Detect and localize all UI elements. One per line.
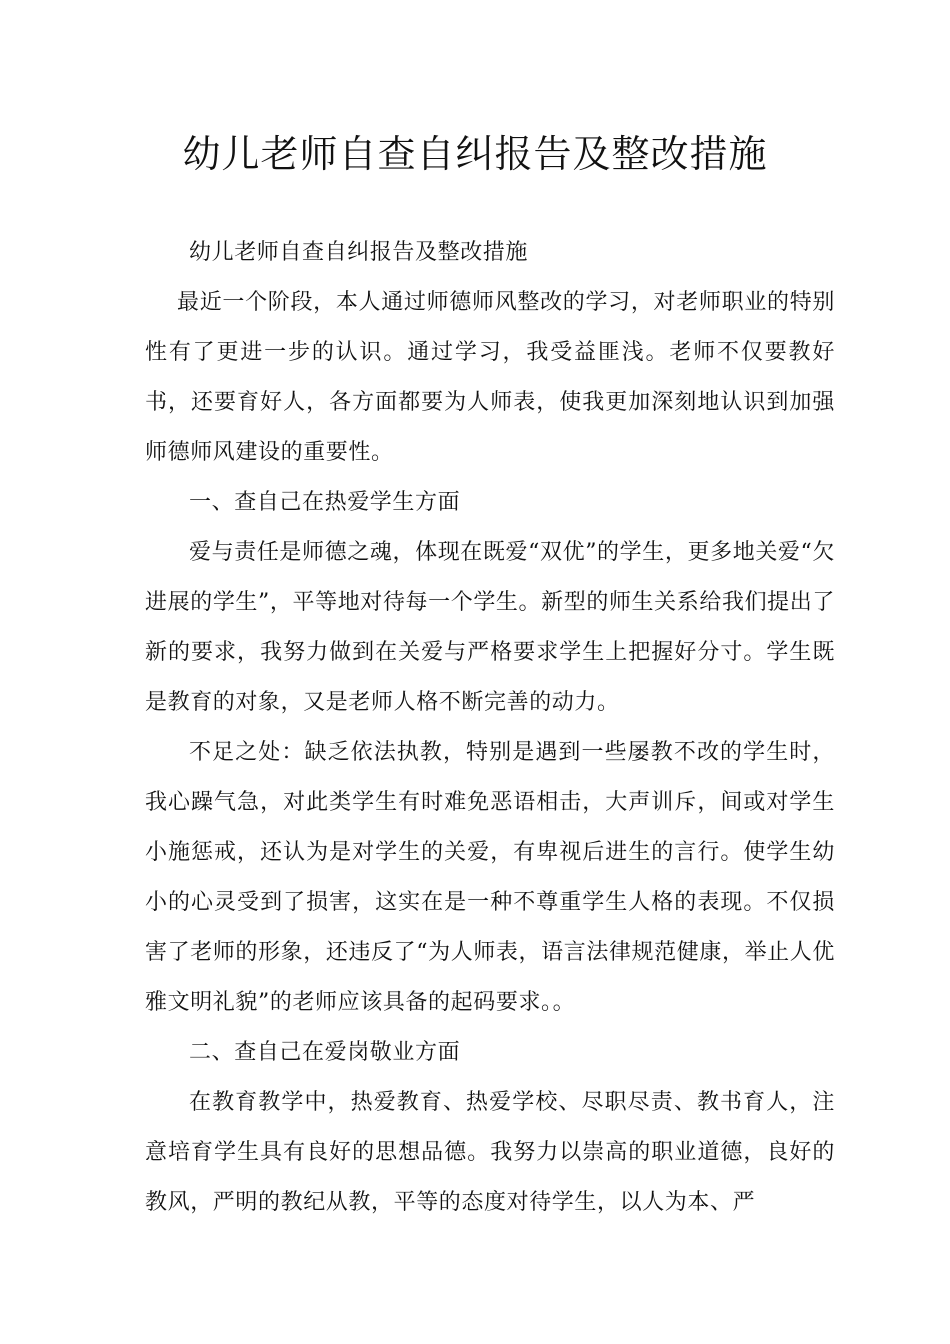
section-heading-2: 二、查自己在爱岗敬业方面 xyxy=(189,1040,461,1065)
section-1-paragraph: 爱与责任是师德之魂，体现在既爱“双优”的学生，更多地关爱“欠进展的学生”，平等地对待每一个学生。新型的师生关系给我们提出了新的要求，我努力做到在关爱与严格要求学生上把握好分寸。学生既是教育的对象，又是老师人格不断完善的动力。 xyxy=(145,540,835,715)
shortcomings-paragraph: 不足之处：缺乏依法执教，特别是遇到一些屡教不改的学生时，我心躁气急，对此类学生有时难免恶语相击，大声训斥，间或对学生小施惩戒，还认为是对学生的关爱，有卑视后进生的言行。使学生幼小的心灵受到了损害，这实在是一种不尊重学生人格的表现。不仅损害了老师的形象，还违反了“为人师表，语言法律规范健康，举止人优雅文明礼貌”的老师应该具备的起码要求。。 xyxy=(145,740,835,1015)
document-title: 幼儿老师自查自纠报告及整改措施 xyxy=(182,132,768,176)
section-2-paragraph: 在教育教学中，热爱教育、热爱学校、尽职尽责、教书育人，注意培育学生具有良好的思想品德。我努力以崇高的职业道德，良好的教风，严明的教纪从教，平等的态度对待学生，以人为本、严 xyxy=(145,1090,835,1215)
document-body xyxy=(145,228,835,1228)
subtitle-paragraph: 幼儿老师自查自纠报告及整改措施 xyxy=(189,240,529,265)
intro-paragraph: 最近一个阶段，本人通过师德师风整改的学习，对老师职业的特别性有了更进一步的认识。通过学习，我受益匪浅。老师不仅要教好书，还要育好人，各方面都要为人师表，使我更加深刻地认识到加强师德师风建设的重要性。 xyxy=(145,290,835,465)
section-heading-1: 一、查自己在热爱学生方面 xyxy=(189,490,461,515)
